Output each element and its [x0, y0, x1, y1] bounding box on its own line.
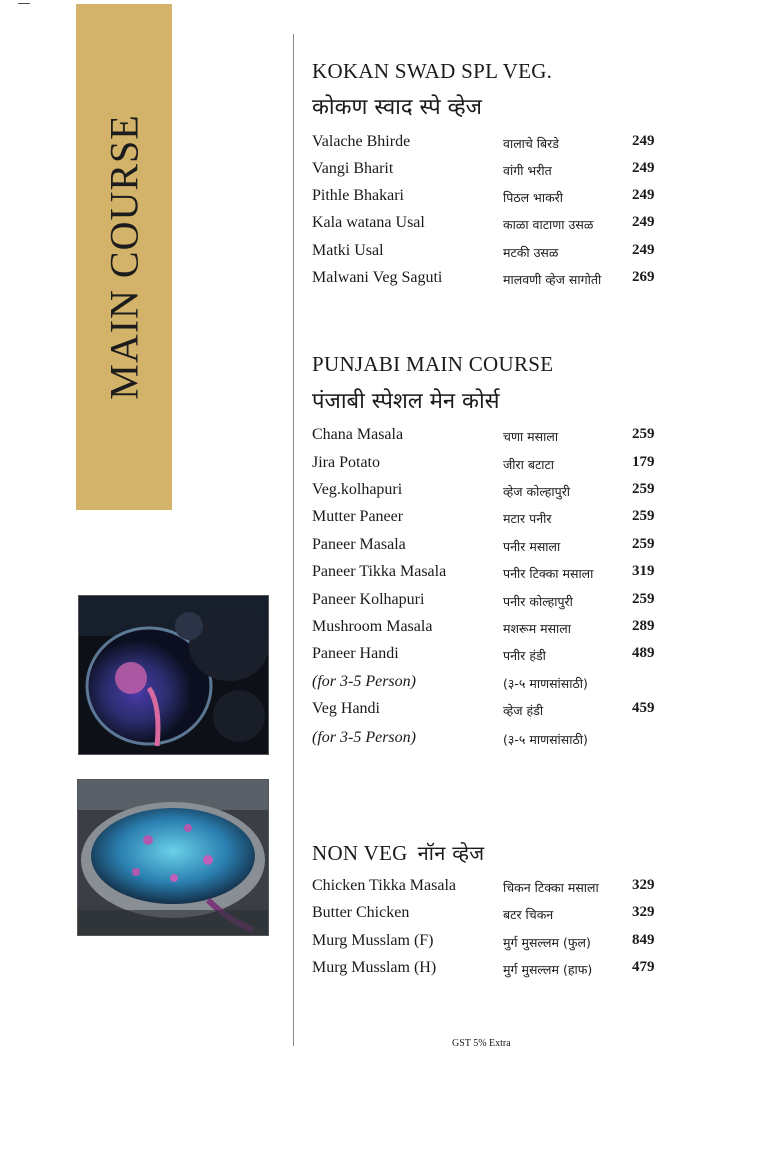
menu-item — [312, 133, 672, 155]
item-name: Murg Musslam (F) — [312, 932, 434, 949]
item-price: 329 — [632, 877, 655, 893]
item-price: 249 — [632, 242, 655, 258]
item-price: 249 — [632, 214, 655, 230]
item-price: 249 — [632, 187, 655, 203]
item-name-marathi: पनीर टिक्का मसाला — [503, 566, 594, 581]
menu-item — [312, 160, 672, 182]
item-note: (for 3-5 Person) — [312, 673, 416, 690]
item-name: Vangi Bharit — [312, 160, 394, 177]
nonveg-section-title — [312, 839, 484, 866]
menu-item — [312, 214, 672, 236]
item-name-marathi: मटकी उसळ — [503, 245, 559, 260]
kokan-section-title-marathi: कोकण स्वाद स्पे व्हेज — [312, 95, 482, 120]
item-note-marathi: (३-५ माणसांसाठी) — [503, 676, 588, 691]
item-name: Jira Potato — [312, 454, 380, 471]
item-name: Mushroom Masala — [312, 618, 433, 635]
item-name-marathi: चिकन टिक्का मसाला — [503, 880, 599, 895]
item-name: Valache Bhirde — [312, 133, 411, 150]
item-name-marathi: पनीर हंडी — [503, 648, 546, 663]
item-name: Paneer Masala — [312, 536, 406, 553]
menu-item — [312, 269, 672, 291]
menu-item — [312, 187, 672, 209]
item-price: 849 — [632, 932, 655, 948]
menu-item — [312, 904, 672, 926]
menu-item — [312, 426, 672, 448]
menu-item — [312, 932, 672, 954]
item-name: Mutter Paneer — [312, 508, 404, 525]
item-price: 479 — [632, 959, 655, 975]
item-price: 489 — [632, 645, 655, 661]
vertical-divider — [293, 34, 294, 1046]
menu-item — [312, 242, 672, 264]
tax-note: GST 5% Extra — [452, 1038, 511, 1049]
dish-photo-1 — [78, 595, 269, 755]
item-name-marathi: चणा मसाला — [503, 429, 559, 444]
item-name: Pithle Bhakari — [312, 187, 404, 204]
item-name: Kala watana Usal — [312, 214, 425, 231]
menu-item — [312, 536, 672, 558]
item-name-marathi: पिठल भाकरी — [503, 190, 564, 205]
item-name-marathi: मुर्ग मुसल्लम (फुल) — [503, 935, 591, 950]
item-name: Butter Chicken — [312, 904, 410, 921]
menu-item-note — [312, 673, 672, 695]
menu-item — [312, 481, 672, 503]
item-name: Paneer Tikka Masala — [312, 563, 447, 580]
nonveg-title-marathi: नॉन व्हेज — [417, 841, 485, 865]
item-name: Malwani Veg Saguti — [312, 269, 443, 286]
item-name: Chana Masala — [312, 426, 404, 443]
corner-mark — [18, 3, 30, 4]
menu-item — [312, 591, 672, 613]
item-price: 179 — [632, 454, 655, 470]
item-name-marathi: मशरूम मसाला — [503, 621, 572, 636]
item-price: 259 — [632, 591, 655, 607]
item-name: Chicken Tikka Masala — [312, 877, 456, 894]
item-name: Matki Usal — [312, 242, 384, 259]
menu-item — [312, 959, 672, 981]
nonveg-title-en: NON VEG — [312, 841, 408, 865]
item-price: 259 — [632, 536, 655, 552]
item-name: Veg Handi — [312, 700, 380, 717]
menu-item — [312, 618, 672, 640]
menu-item-note — [312, 729, 672, 751]
item-name-marathi: व्हेज हंडी — [503, 703, 544, 718]
item-name-marathi: वांगी भरीत — [503, 163, 552, 178]
item-price: 259 — [632, 508, 655, 524]
dish-photo-2 — [77, 779, 269, 936]
item-price: 269 — [632, 269, 655, 285]
menu-item — [312, 508, 672, 530]
item-name-marathi: बटर चिकन — [503, 907, 554, 922]
banner-title: MAIN COURSE — [101, 114, 147, 400]
kokan-section-title: KOKAN SWAD SPL VEG. — [312, 59, 553, 83]
menu-item — [312, 454, 672, 476]
item-name-marathi: पनीर मसाला — [503, 539, 561, 554]
item-note: (for 3-5 Person) — [312, 729, 416, 746]
item-price: 319 — [632, 563, 655, 579]
punjabi-section-title-marathi: पंजाबी स्पेशल मेन कोर्स — [312, 389, 500, 414]
menu-item — [312, 563, 672, 585]
item-name-marathi: जीरा बटाटा — [503, 457, 555, 472]
item-price: 289 — [632, 618, 655, 634]
item-price: 259 — [632, 481, 655, 497]
item-price: 459 — [632, 700, 655, 716]
item-name: Paneer Kolhapuri — [312, 591, 425, 608]
item-name: Murg Musslam (H) — [312, 959, 437, 976]
item-name-marathi: मालवणी व्हेज सागोती — [503, 272, 602, 287]
item-price: 249 — [632, 133, 655, 149]
item-name-marathi: पनीर कोल्हापुरी — [503, 594, 573, 609]
menu-item — [312, 700, 672, 722]
menu-item — [312, 645, 672, 667]
item-name-marathi: वालाचे बिरडे — [503, 136, 559, 151]
item-name: Veg.kolhapuri — [312, 481, 403, 498]
item-price: 329 — [632, 904, 655, 920]
item-name-marathi: मटार पनीर — [503, 511, 552, 526]
item-name-marathi: काळा वाटाणा उसळ — [503, 217, 594, 232]
item-note-marathi: (३-५ माणसांसाठी) — [503, 732, 588, 747]
item-name: Paneer Handi — [312, 645, 399, 662]
item-name-marathi: मुर्ग मुसल्लम (हाफ) — [503, 962, 593, 977]
menu-item — [312, 877, 672, 899]
punjabi-section-title: PUNJABI MAIN COURSE — [312, 352, 554, 376]
item-name-marathi: व्हेज कोल्हापुरी — [503, 484, 571, 499]
item-price: 249 — [632, 160, 655, 176]
item-price: 259 — [632, 426, 655, 442]
section-banner — [76, 4, 172, 510]
